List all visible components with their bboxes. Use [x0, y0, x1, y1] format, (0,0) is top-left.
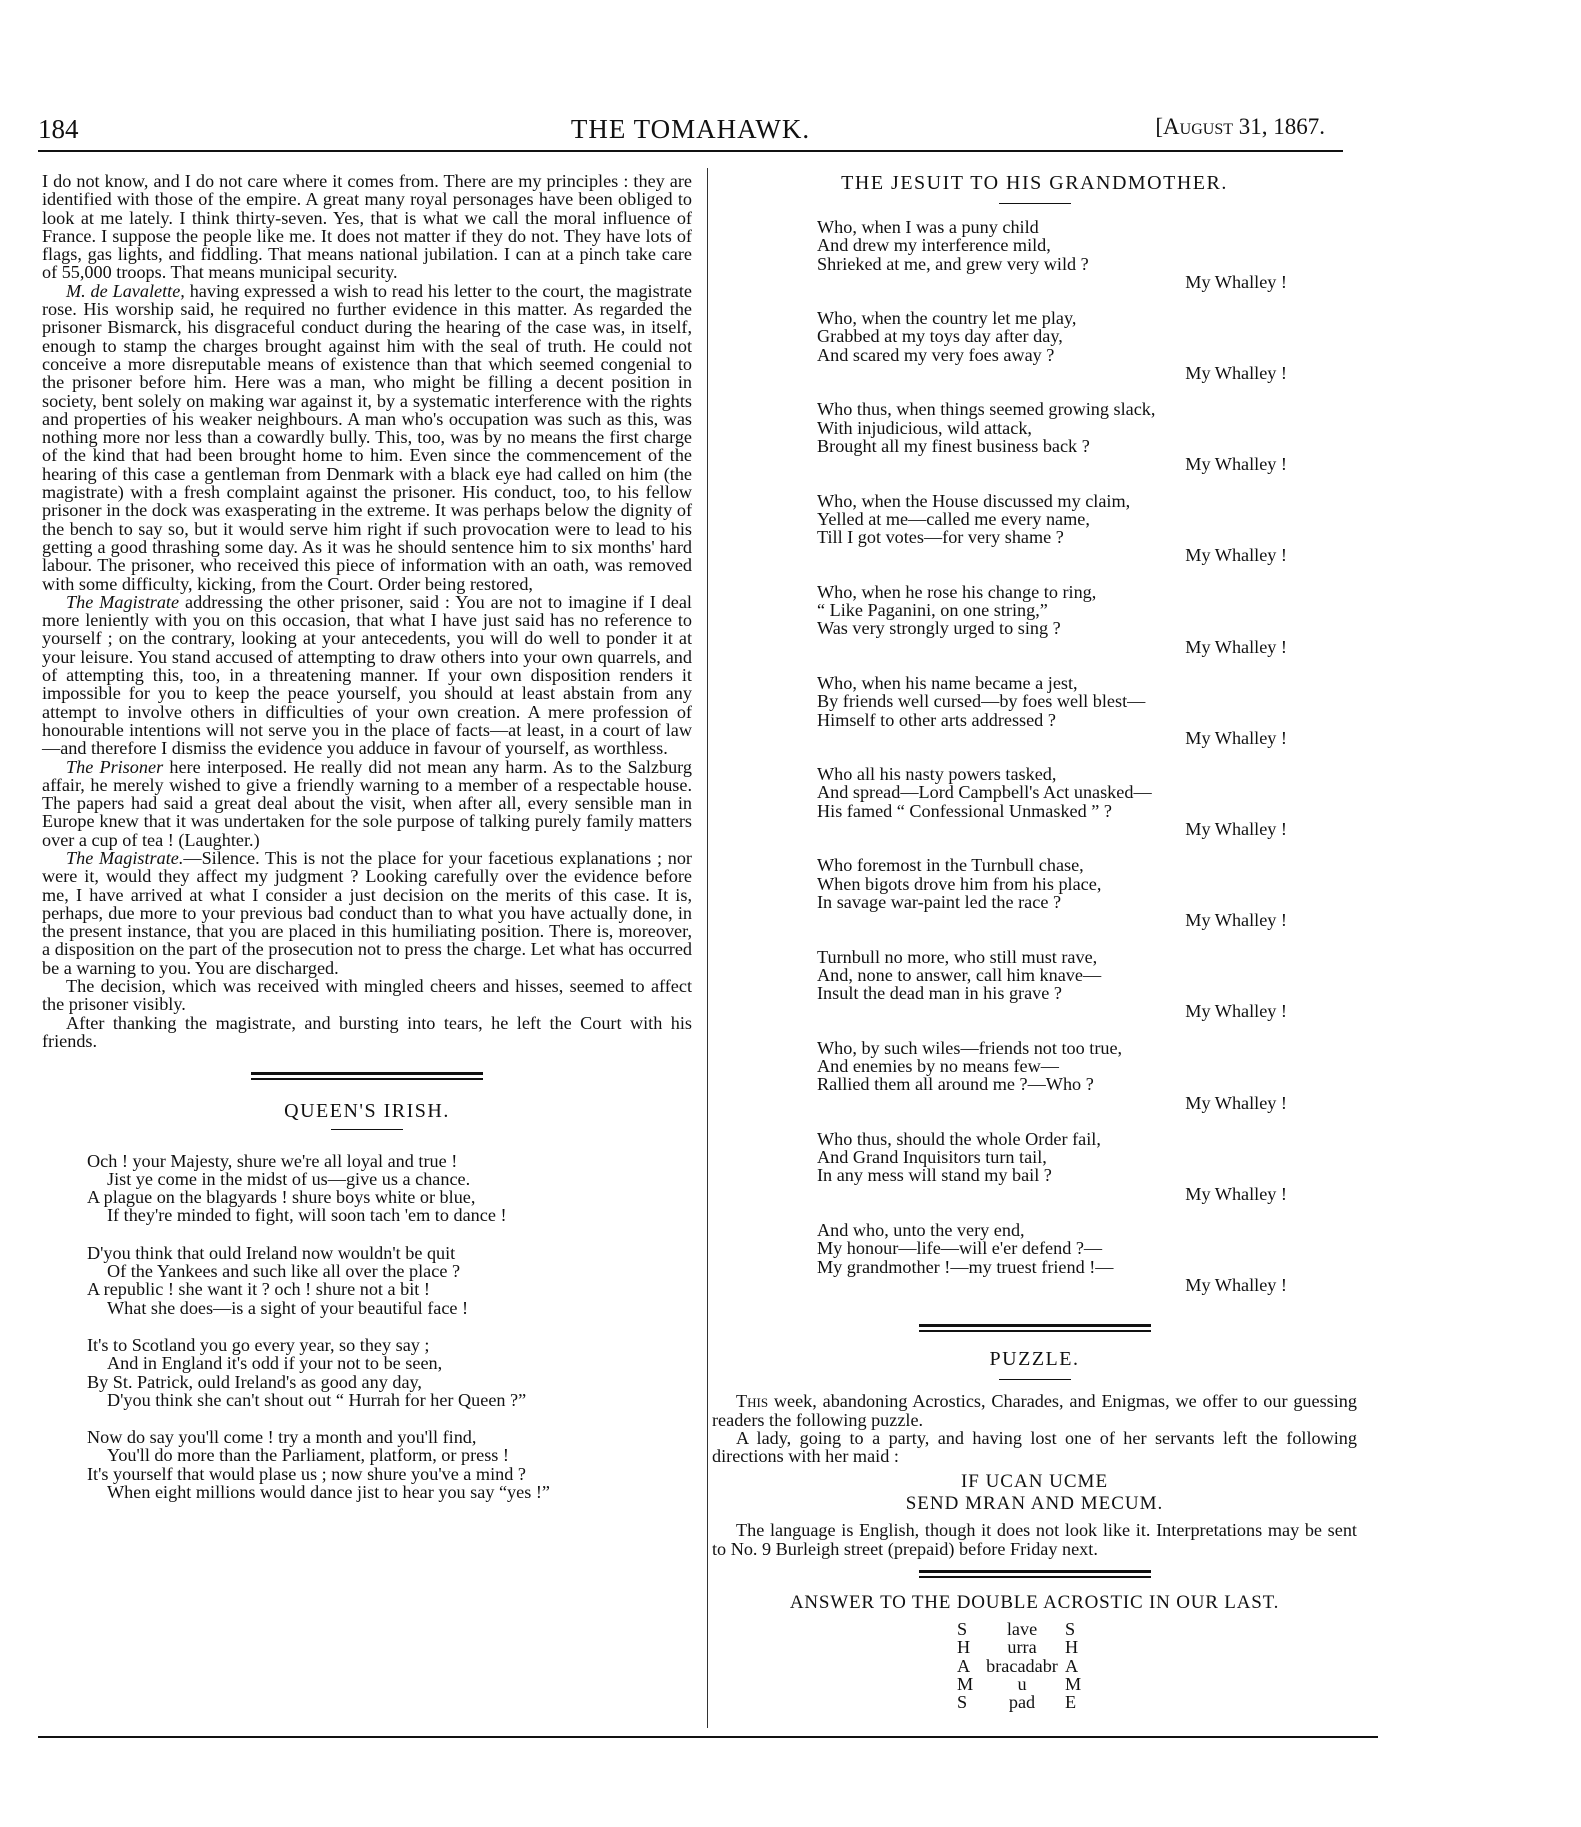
verse-line: Insult the dead man in his grave ?	[817, 983, 1062, 1004]
verse-line: By friends well cursed—by foes well blest—	[817, 691, 1146, 712]
verse-line: Who, when I was a puny child	[817, 217, 1039, 237]
verse-line: Turnbull no more, who still must rave,	[817, 946, 1098, 967]
page-number: 184	[38, 114, 79, 144]
verse-line: A plague on the blagyards ! shure boys white or blue,	[87, 1187, 476, 1208]
verse-line: And, none to answer, call him knave—	[817, 964, 1102, 985]
acrostic-middle: pad	[1008, 1692, 1036, 1713]
verse-line: And spread—Lord Campbell's Act unasked—	[817, 782, 1152, 803]
verse-line: And enemies by no means few—	[817, 1055, 1059, 1076]
paragraph: The Magistrate addressing the other prisoner, said : You are not to imagine if I deal more leniently with you on this occasion, that what I have just said has no reference to yourself ; on the contrary, looking at your antecedents, you will do well to ponder it at your leisure. You stand accused of attempting to draw others into your own quarrels, and of attempting this, too, in a threatening manner. If your own disposition renders it impossible for you to keep the peace yourself, you should at least abstain from any attempt to involve others in difficulties of your own creation. A mere profession of honourable intentions will not serve you in the place of facts—at least, in a court of law—and therefore I dismiss the evidence you adduce in favour of yourself, as worthless.	[42, 591, 692, 759]
section-double-rule	[251, 1072, 483, 1080]
acrostic-row	[957, 1620, 1357, 1638]
verse-line: Brought all my finest business back ?	[817, 435, 1090, 456]
paragraph: The Prisoner here interposed. He really did not mean any harm. As to the Salzburg affair, he merely wished to give a friendly warning to a member of a respectable house. The papers had said a great deal about the visit, when after all, every sensible man in Europe knew that it was undertaken for the sole purpose of talking purely family matters over a cup of tea ! (Laughter.)	[42, 756, 693, 850]
verse-line: “ Like Paganini, on one string,”	[817, 600, 1048, 621]
refrain: My Whalley !	[1185, 545, 1287, 566]
puzzle-text	[712, 1392, 1357, 1558]
acrostic-initial: S	[957, 1619, 968, 1640]
acrostic-final: S	[1065, 1619, 1076, 1640]
speaker-lead: The Magistrate	[66, 591, 180, 612]
verse-line: Shrieked at me, and grew very wild ?	[817, 253, 1089, 274]
stanza	[817, 400, 1357, 473]
verse-line: Of the Yankees and such like all over the place ?	[107, 1261, 461, 1282]
verse-line: When eight millions would dance jist to hear you say “yes !”	[107, 1482, 550, 1502]
verse-line: By St. Patrick, ould Ireland's as good any day,	[87, 1371, 422, 1392]
column-divider	[707, 168, 708, 1728]
paragraph: After thanking the magistrate, and bursting into tears, he left the Court with his friends.	[42, 1012, 692, 1051]
verse-line: Yelled at me—called me every name,	[817, 508, 1090, 529]
verse-line: D'you think that ould Ireland now wouldn't be quit	[87, 1242, 456, 1263]
verse-line: My honour—life—will e'er defend ?—	[817, 1238, 1103, 1259]
verse-line: Was very strongly urged to sing ?	[817, 618, 1061, 639]
queens-irish-title: QUEEN'S IRISH.	[284, 1100, 450, 1123]
verse-line: And who, unto the very end,	[817, 1220, 1025, 1241]
verse-line: Till I got votes—for very shame ?	[817, 527, 1064, 548]
acrostic-middle: u	[1017, 1673, 1027, 1694]
puzzle-para: The language is English, though it does not look like it. Interpretations may be sent to No. 9 Burleigh street (prepaid) before Friday next.	[712, 1520, 1357, 1559]
verse-line: A republic ! she want it ? och ! shure not a bit !	[87, 1279, 430, 1300]
acrostic-final: M	[1065, 1673, 1082, 1694]
jesuit-poem	[712, 218, 1357, 1294]
refrain: My Whalley !	[1185, 1001, 1287, 1022]
paragraph: The decision, which was received with mingled cheers and hisses, seemed to affect the prisoner visibly.	[42, 976, 692, 1015]
stanza	[87, 1336, 692, 1409]
refrain: My Whalley !	[1185, 1274, 1287, 1295]
speaker-lead: The Prisoner	[66, 756, 164, 777]
issue-date: [August 31, 1867.	[1155, 114, 1325, 139]
refrain: My Whalley !	[1185, 1092, 1287, 1113]
verse-line: It's to Scotland you go every year, so they say ;	[87, 1334, 430, 1355]
acrostic-final: A	[1065, 1655, 1079, 1676]
stanza	[817, 1130, 1357, 1203]
page-header	[38, 114, 1343, 148]
verse-line: It's yourself that would plase us ; now shure you've a mind ?	[87, 1463, 526, 1484]
refrain: My Whalley !	[1185, 1183, 1287, 1204]
verse-line: Who all his nasty powers tasked,	[817, 764, 1057, 785]
left-column	[42, 172, 692, 1520]
acrostic-initial: S	[957, 1692, 968, 1713]
paragraph: M. de Lavalette, having expressed a wish to read his letter to the court, the magistrate rose. His worship said, he required no further evidence in this matter. As regarded the prisoner Bismarck, his disgraceful conduct during the hearing of the case was, in itself, enough to stamp the charges brought against him with the seal of truth. He could not conceive a more disreputable means of existence than that which seemed congenial to the prisoner before him. Here was a man, who might be filling a decent position in society, bent solely on making war against it, by a systematic interference with the rights and properties of his weaker neighbours. A man who's occupation was such as this, was nothing more nor less than a cowardly bully. This, too, was by no means the first charge of the kind that had been brought home to him. Even since the commencement of the hearing of this case a gentleman from Denmark with a black eye had called on him (the magistrate) with a fresh complaint against the prisoner. His conduct, too, to his fellow prisoner in the dock was exasperating in the extreme. It was perhaps below the dignity of the bench to say so, but it would serve him right if such provocation were to lead to his getting a good thrashing some day. As it was he should sentence him to six months' hard labour. The prisoner, who received this piece of information with an oath, was removed with some difficulty, kicking, from the Court. Order being restored,	[42, 280, 692, 594]
paragraph: The Magistrate.—Silence. This is not the place for your facetious explanations ; nor were it, would they affect my judgment ? Looking carefully over the evidence before me, I have arrived at what I consider a just decision on the merits of this case. It is, perhaps, due more to your previous bad conduct than to what you have actually done, in the present instance, that you are placed in this humiliating position. There is, moreover, a disposition on the part of the prosecution not to press the charge. Let what has occurred be a warning to you. You are discharged.	[42, 847, 692, 978]
speaker-lead: The Magistrate.	[66, 847, 184, 868]
verse-line: With injudicious, wild attack,	[817, 417, 1032, 438]
acrostic-title: ANSWER TO THE DOUBLE ACROSTIC IN OUR LAST.	[789, 1592, 1280, 1614]
stanza	[817, 492, 1357, 565]
verse-line: Who, when he rose his change to ring,	[817, 581, 1097, 602]
verse-line: If they're minded to fight, will soon tach 'em to dance !	[107, 1205, 507, 1226]
refrain: My Whalley !	[1185, 910, 1287, 931]
masthead-title: THE TOMAHAWK.	[570, 114, 811, 144]
stanza	[817, 218, 1357, 291]
verse-line: D'you think she can't shout out “ Hurrah for her Queen ?”	[107, 1389, 527, 1410]
puzzle-title: PUZZLE.	[989, 1348, 1080, 1371]
verse-line: Rallied them all around me ?—Who ?	[817, 1074, 1094, 1095]
stanza	[817, 583, 1357, 656]
stanza	[817, 1221, 1357, 1294]
refrain: My Whalley !	[1185, 271, 1287, 292]
verse-line: Who, when the country let me play,	[817, 308, 1077, 329]
puzzle-intro: This week, abandoning Acrostics, Charades, and Enigmas, we offer to our guessing readers the following puzzle.	[712, 1391, 1357, 1430]
verse-line: What she does—is a sight of your beautiful face !	[107, 1297, 469, 1318]
stanza	[817, 856, 1357, 929]
stanza	[87, 1244, 692, 1317]
section-double-rule	[919, 1570, 1151, 1578]
verse-line: Who, when his name became a jest,	[817, 672, 1078, 693]
acrostic-row	[957, 1638, 1357, 1656]
verse-line: When bigots drove him from his place,	[817, 873, 1102, 894]
verse-line: And Grand Inquisitors turn tail,	[817, 1147, 1047, 1168]
verse-line: And scared my very foes away ?	[817, 344, 1055, 365]
acrostic-middle: urra	[1007, 1637, 1037, 1658]
refrain: My Whalley !	[1185, 727, 1287, 748]
section-double-rule	[919, 1324, 1151, 1332]
verse-line: Och ! your Majesty, shure we're all loyal and true !	[87, 1150, 458, 1171]
acrostic-initial: A	[957, 1655, 971, 1676]
verse-line: My grandmother !—my truest friend !—	[817, 1256, 1114, 1277]
acrostic-final: E	[1065, 1692, 1077, 1713]
verse-line: Jist ye come in the midst of us—give us a chance.	[107, 1168, 471, 1189]
verse-line: Who thus, when things seemed growing slack,	[817, 399, 1156, 420]
acrostic-initial: H	[957, 1637, 971, 1658]
stanza	[87, 1152, 692, 1225]
verse-line: Now do say you'll come ! try a month and you'll find,	[87, 1427, 477, 1448]
stanza	[817, 948, 1357, 1021]
verse-line: In any mess will stand my bail ?	[817, 1165, 1052, 1186]
paragraph: I do not know, and I do not care where it comes from. There are my principles : they are identified with those of the empire. A great many royal personages have been obliged to look at me lately. I think thirty-seven. Yes, that is what we call the moral influence of France. I suppose the people like me. It does not matter if they do not. They have lots of flags, gas lights, and fiddling. That means national jubilation. I can at a pinch take care of 55,000 troops. That means municipal security.	[42, 171, 692, 283]
verse-line: In savage war-paint led the race ?	[817, 891, 1062, 912]
verse-line: And in England it's odd if your not to be seen,	[107, 1353, 443, 1374]
verse-line: His famed “ Confessional Unmasked ” ?	[817, 800, 1112, 821]
queens-irish-poem	[42, 1152, 692, 1502]
stanza	[817, 674, 1357, 747]
verse-line: Who foremost in the Turnbull chase,	[817, 855, 1084, 876]
acrostic-middle: lave	[1006, 1619, 1038, 1640]
puzzle-line-1: IF UCAN UCME	[960, 1471, 1109, 1493]
acrostic-answer	[957, 1620, 1357, 1711]
refrain: My Whalley !	[1185, 363, 1287, 384]
verse-line: Who, by such wiles—friends not too true,	[817, 1037, 1123, 1058]
acrostic-row	[957, 1675, 1357, 1693]
stanza	[817, 1039, 1357, 1112]
stanza	[87, 1428, 692, 1501]
verse-line: Who, when the House discussed my claim,	[817, 490, 1131, 511]
court-report	[42, 172, 692, 1050]
right-column	[712, 172, 1357, 1712]
acrostic-initial: M	[957, 1673, 974, 1694]
acrostic-row	[957, 1693, 1357, 1711]
verse-line: Himself to other arts addressed ?	[817, 709, 1056, 730]
speaker-lead: M. de Lavalette,	[66, 280, 185, 301]
stanza	[817, 309, 1357, 382]
acrostic-final: H	[1065, 1637, 1079, 1658]
header-rule	[38, 150, 1343, 152]
refrain: My Whalley !	[1185, 454, 1287, 475]
verse-line: Who thus, should the whole Order fail,	[817, 1128, 1101, 1149]
stanza	[817, 765, 1357, 838]
puzzle-line-2: SEND MRAN AND MECUM.	[905, 1493, 1164, 1515]
verse-line: And drew my interference mild,	[817, 235, 1051, 256]
refrain: My Whalley !	[1185, 819, 1287, 840]
refrain: My Whalley !	[1185, 636, 1287, 657]
puzzle-para: A lady, going to a party, and having lost one of her servants left the following directions with her maid :	[712, 1427, 1357, 1467]
footer-rule	[38, 1736, 1378, 1738]
acrostic-middle: bracadabr	[986, 1655, 1058, 1676]
acrostic-row	[957, 1657, 1357, 1675]
verse-line: Grabbed at my toys day after day,	[817, 326, 1063, 347]
verse-line: You'll do more than the Parliament, platform, or press !	[107, 1445, 509, 1466]
jesuit-title: THE JESUIT TO HIS GRANDMOTHER.	[841, 172, 1228, 194]
